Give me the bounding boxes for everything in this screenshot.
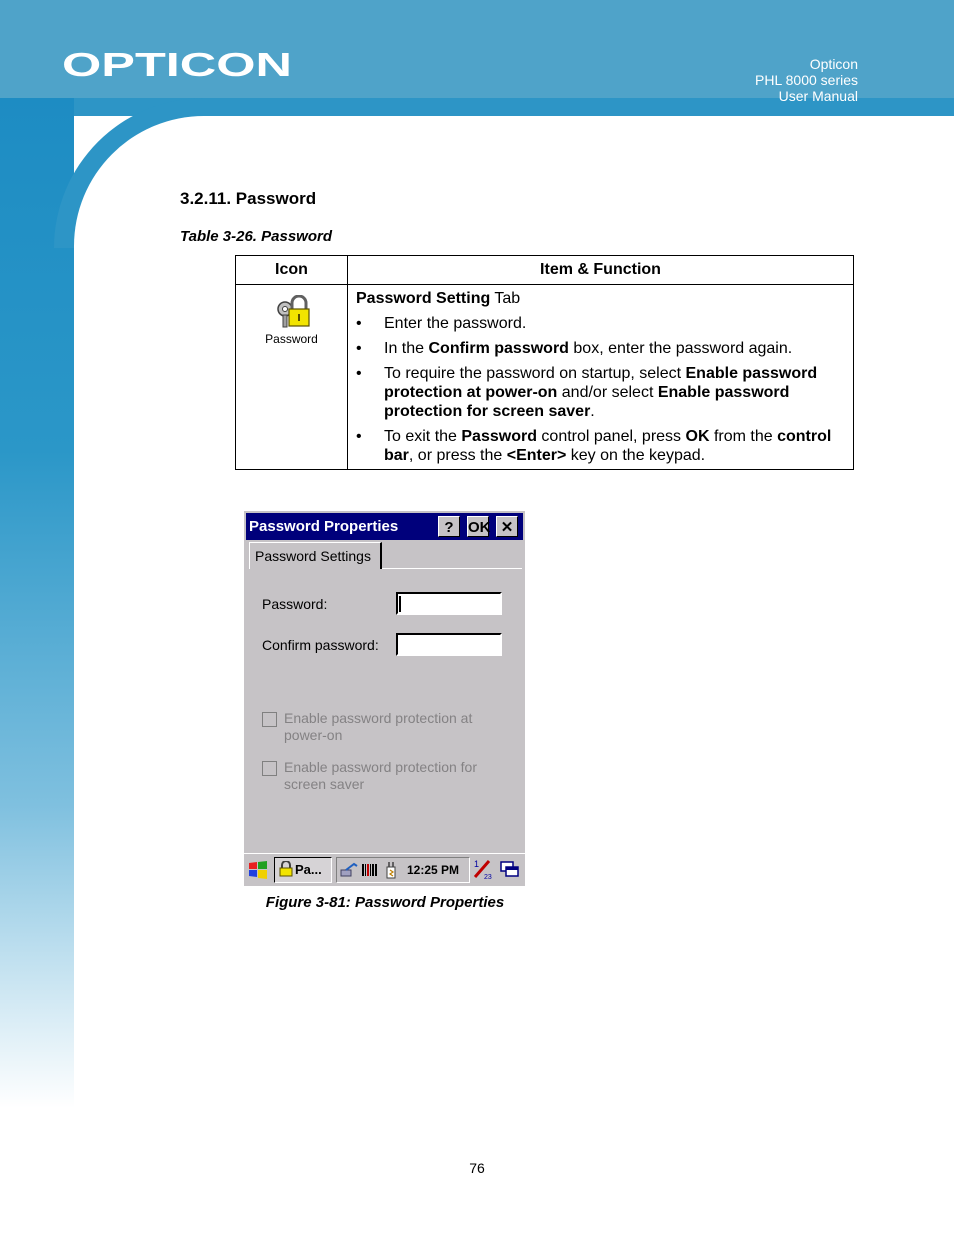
pen-input-icon <box>472 857 494 881</box>
page-number: 76 <box>469 1160 485 1176</box>
svg-text:1: 1 <box>474 859 480 869</box>
poweron-checkbox-label: Enable password protection at power-on <box>284 710 473 743</box>
header-line-3: User Manual <box>778 88 858 104</box>
dialog-titlebar <box>246 513 523 540</box>
screensaver-checkbox[interactable] <box>262 761 277 776</box>
header-line-2: PHL 8000 series <box>755 72 858 88</box>
ok-button[interactable]: OK <box>467 516 489 537</box>
password-input[interactable] <box>396 592 502 615</box>
barcode-icon[interactable] <box>362 863 378 877</box>
confirm-password-input[interactable] <box>396 633 502 656</box>
windows-flag-icon <box>247 859 269 881</box>
start-button[interactable] <box>245 857 271 883</box>
list-item: • Enter the password. <box>384 314 845 333</box>
password-label: Password: <box>262 596 328 612</box>
desktop-button[interactable] <box>499 857 523 883</box>
header-line-1: Opticon <box>809 56 858 72</box>
clock[interactable]: 12:25 PM <box>407 863 460 877</box>
table-row <box>236 285 854 470</box>
taskbar <box>244 853 525 886</box>
help-button[interactable]: ? <box>438 516 460 537</box>
system-tray <box>336 857 470 883</box>
function-heading: Password Setting Tab <box>356 290 521 307</box>
password-padlock-icon <box>274 295 310 329</box>
side-gradient <box>0 98 74 1108</box>
battery-plug-icon[interactable] <box>383 861 399 879</box>
function-list <box>356 314 845 465</box>
figure-caption: Figure 3-81: Password Properties <box>265 894 505 911</box>
list-item: • To exit the Password control panel, press OK from the control bar, or press the <Enter> key on the keypad. <box>384 427 845 465</box>
icon-cell <box>236 285 348 470</box>
text-cursor <box>399 596 401 612</box>
svg-text:23: 23 <box>484 874 492 881</box>
document-header <box>755 56 858 104</box>
password-table <box>235 255 854 470</box>
taskbar-app-button[interactable] <box>274 857 332 883</box>
logo-text: OPTICON <box>62 50 292 80</box>
icon-label: Password <box>265 332 318 346</box>
opticon-logo <box>62 50 294 80</box>
taskbar-app-label: Pa... <box>295 862 322 877</box>
screensaver-checkbox-label: Enable password protection for screen saver <box>284 759 477 792</box>
confirm-password-label: Confirm password: <box>262 637 379 653</box>
settings-panel <box>249 569 522 851</box>
table-header-row <box>236 256 854 285</box>
header-item-function: Item & Function <box>348 256 854 285</box>
list-item: • To require the password on startup, select Enable password protection at power-on and/or select Enable password protection for screen saver. <box>384 364 845 421</box>
list-item: • In the Confirm password box, enter the password again. <box>384 339 845 358</box>
padlock-icon <box>279 861 293 877</box>
network-icon[interactable] <box>340 862 358 878</box>
function-cell <box>348 285 854 470</box>
dialog-title: Password Properties <box>249 518 399 535</box>
poweron-checkbox[interactable] <box>262 712 277 727</box>
section-title: 3.2.11. Password <box>180 189 317 208</box>
tab-password-settings[interactable]: Password Settings <box>249 542 382 569</box>
input-panel-button[interactable] <box>472 857 496 883</box>
table-caption: Table 3-26. Password <box>180 228 333 245</box>
header-icon: Icon <box>236 256 348 285</box>
close-button[interactable]: ✕ <box>496 516 518 537</box>
windows-icon <box>499 859 521 881</box>
password-properties-screenshot <box>244 511 525 885</box>
